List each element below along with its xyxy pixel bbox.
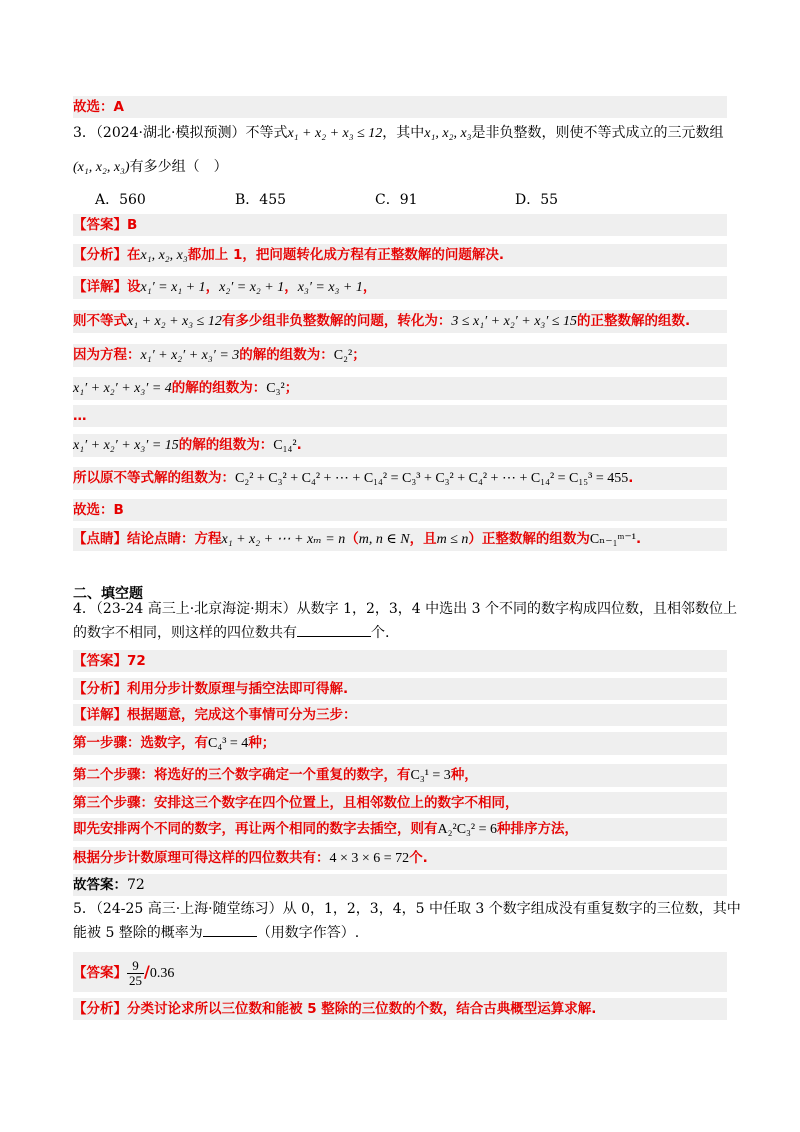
fraction-denominator: 25 bbox=[129, 972, 142, 988]
analysis-text: 分类讨论求所以三位数和能被 5 整除的三位数的个数，结合古典概型运算求解. bbox=[127, 1001, 597, 1017]
q4-step1 bbox=[73, 732, 727, 755]
q4-answer-blank[interactable] bbox=[297, 622, 371, 637]
remark-label: 【点睛】 bbox=[73, 531, 127, 547]
q4-step4 bbox=[73, 818, 727, 841]
detail-text: 则不等式 bbox=[73, 313, 127, 329]
q4-detail bbox=[73, 704, 727, 726]
q5-text: （用数字作答）. bbox=[256, 925, 360, 941]
q3-text: ，其中 bbox=[382, 125, 425, 141]
q4-analysis bbox=[73, 678, 727, 700]
answer-fraction bbox=[127, 959, 144, 988]
detail-math: 4 × 3 × 6 = 72 bbox=[329, 851, 410, 866]
q4-text: 个. bbox=[371, 625, 390, 641]
detail-text: 种； bbox=[248, 735, 276, 751]
detail-text: 根据题意，完成这个事情可分为三步： bbox=[127, 707, 357, 723]
detail-text: 的正整数解的组数. bbox=[577, 313, 691, 329]
analysis-label: 【分析】 bbox=[73, 681, 127, 697]
q3-detail-line1 bbox=[73, 276, 727, 299]
detail-text: 的解的组数为： bbox=[239, 347, 334, 363]
detail-text: 即先安排两个不同的数字，再让两个相同的数字去插空，则有 bbox=[73, 821, 438, 837]
answer-decimal: 0.36 bbox=[149, 966, 175, 981]
detail-text: 根据分步计数原理可得这样的四位数共有： bbox=[73, 850, 330, 866]
analysis-label: 【分析】 bbox=[73, 247, 127, 263]
detail-text: 个. bbox=[409, 850, 428, 866]
q3-tuple: (x₁, x₂, x₃) bbox=[73, 160, 130, 175]
remark-math: m ≤ n bbox=[436, 532, 469, 547]
detail-text: 故选：B bbox=[73, 502, 124, 518]
q3-vars: x₁, x₂, x₃ bbox=[424, 126, 472, 141]
q3-stem-line1 bbox=[73, 122, 727, 145]
option-a: A．560 bbox=[95, 192, 146, 208]
detail-label: 【详解】 bbox=[73, 707, 127, 723]
detail-math: x₁′ + x₂′ + x₃′ = 3 bbox=[140, 348, 240, 363]
detail-math: C₄³ = 4 bbox=[208, 736, 249, 751]
answer-label: 【答案】 bbox=[73, 965, 127, 981]
q5-answer bbox=[73, 952, 727, 992]
detail-text: 有多少组非负整数解的问题，转化为： bbox=[221, 313, 452, 329]
analysis-text: 在 bbox=[127, 247, 141, 263]
answer-value: 72 bbox=[127, 653, 146, 669]
detail-text: 设 bbox=[127, 279, 141, 295]
detail-math: C₂² + C₃² + C₄² + ⋯ + C₁₄² = C₃³ + C₃² + C₄² + ⋯ + C₁₄² = C₁₅³ = 455 bbox=[235, 471, 629, 486]
q3-detail-line6 bbox=[73, 467, 727, 490]
detail-text: 种排序方法， bbox=[497, 821, 578, 837]
answer-value: B bbox=[127, 217, 138, 233]
q3-detail-line3 bbox=[73, 344, 727, 367]
detail-text: . bbox=[628, 470, 634, 486]
q3-source: （2024·湖北·模拟预测） bbox=[95, 125, 246, 141]
q3-detail-line2 bbox=[73, 310, 727, 333]
conclusion-label: 故选： bbox=[73, 99, 114, 115]
detail-text: 第一步骤：选数字，有 bbox=[73, 735, 208, 751]
answer-label: 【答案】 bbox=[73, 217, 127, 233]
answer-separator: / bbox=[144, 962, 150, 981]
q3-inequality: x₁ + x₂ + x₃ ≤ 12 bbox=[287, 126, 383, 141]
q3-answer bbox=[73, 214, 727, 236]
q3-analysis bbox=[73, 244, 727, 267]
q3-options bbox=[95, 189, 749, 211]
detail-label: 【详解】 bbox=[73, 279, 127, 295]
detail-text: 的解的组数为： bbox=[178, 437, 274, 453]
q5-stem-line1 bbox=[73, 898, 741, 920]
analysis-text: 都加上 1，把问题转化成方程有正整数解的问题解决. bbox=[187, 247, 504, 263]
remark-math: Cₙ₋₁ᵐ⁻¹ bbox=[589, 532, 636, 547]
analysis-vars: x₁, x₂, x₃ bbox=[140, 248, 188, 263]
q3-detail-line5 bbox=[73, 434, 727, 457]
remark-text: （ bbox=[345, 531, 359, 547]
q5-text: 能被 5 整除的概率为 bbox=[73, 925, 203, 941]
detail-text: 因为方程： bbox=[73, 347, 141, 363]
q2-conclusion bbox=[73, 96, 727, 118]
analysis-label: 【分析】 bbox=[73, 1001, 127, 1017]
q4-text: 4．（23-24 高三上·北京海淀·期末）从数字 1，2，3，4 中选出 3 个不同的数字构成四位数，且相邻数位上 bbox=[73, 601, 737, 617]
q5-text: 5．（24-25 高三·上海·随堂练习）从 0，1，2，3，4，5 中任取 3 个数字组成没有重复数字的三位数，其中 bbox=[73, 901, 741, 917]
q3-detail-dots bbox=[73, 405, 727, 427]
q4-step2 bbox=[73, 764, 727, 787]
q3-stem-line2 bbox=[73, 156, 727, 179]
q3-remark bbox=[73, 528, 727, 551]
answer-label: 【答案】 bbox=[73, 653, 127, 669]
detail-text: ， bbox=[284, 279, 298, 295]
q5-stem-line2 bbox=[73, 922, 727, 944]
option-d: D．55 bbox=[515, 192, 559, 208]
detail-text: 第三个步骤：安排这三个数字在四个位置上，且相邻数位上的数字不相同， bbox=[73, 795, 519, 811]
detail-math: x₁′ + x₂′ + x₃′ = 15 bbox=[73, 438, 179, 453]
remark-math: x₁ + x₂ + ⋯ + xₘ = n bbox=[221, 532, 346, 547]
q4-final bbox=[73, 874, 727, 896]
detail-text: 的解的组数为： bbox=[171, 380, 267, 396]
detail-math: C₃¹ = 3 bbox=[410, 768, 451, 783]
q4-stem-line1 bbox=[73, 598, 737, 620]
q4-step3 bbox=[73, 792, 727, 814]
detail-math: x₁′ + x₂′ + x₃′ = 4 bbox=[73, 381, 172, 396]
detail-math: 3 ≤ x₁′ + x₂′ + x₃′ ≤ 15 bbox=[451, 314, 578, 329]
q5-answer-blank[interactable] bbox=[203, 922, 257, 937]
detail-math: C₂² bbox=[333, 348, 353, 363]
detail-math: C₃² bbox=[266, 381, 285, 396]
section-heading: 二、填空题 bbox=[73, 586, 143, 602]
q4-text: 的数字不相同，则这样的四位数共有 bbox=[73, 625, 297, 641]
substitution-2: x₂′ = x₂ + 1 bbox=[219, 280, 285, 295]
q3-text: 不等式 bbox=[245, 125, 288, 141]
option-c: C．91 bbox=[375, 192, 418, 208]
detail-text: 种， bbox=[450, 767, 478, 783]
detail-text: . bbox=[296, 437, 302, 453]
fraction-numerator: 9 bbox=[127, 959, 144, 974]
detail-math: C₁₄² bbox=[273, 438, 297, 453]
detail-text: ； bbox=[352, 347, 366, 363]
remark-text: ）正整数解的组数为 bbox=[468, 531, 590, 547]
q3-conclusion bbox=[73, 499, 727, 521]
detail-text: 所以原不等式解的组数为： bbox=[73, 470, 235, 486]
detail-math: x₁ + x₂ + x₃ ≤ 12 bbox=[127, 314, 222, 329]
detail-text: … bbox=[73, 408, 87, 424]
option-b: B．455 bbox=[235, 192, 287, 208]
final-value: 72 bbox=[127, 877, 145, 893]
q4-step5 bbox=[73, 847, 727, 870]
detail-text: 第二个步骤：将选好的三个数字确定一个重复的数字，有 bbox=[73, 767, 411, 783]
remark-text: 结论点睛：方程 bbox=[127, 531, 222, 547]
q3-detail-line4 bbox=[73, 377, 727, 400]
detail-math: A₂²C₃² = 6 bbox=[437, 822, 497, 837]
analysis-text: 利用分步计数原理与插空法即可得解. bbox=[127, 681, 349, 697]
substitution-3: x₃′ = x₃ + 1 bbox=[297, 280, 363, 295]
q4-stem-line2 bbox=[73, 622, 727, 644]
remark-text: . bbox=[635, 531, 642, 547]
q5-analysis bbox=[73, 998, 727, 1020]
q4-answer bbox=[73, 650, 727, 672]
q3-text: 有多少组（ ） bbox=[129, 159, 228, 175]
final-label: 故答案： bbox=[73, 877, 127, 893]
detail-text: ， bbox=[362, 279, 377, 295]
remark-text: ，且 bbox=[409, 531, 437, 547]
conclusion-value: A bbox=[113, 99, 124, 115]
detail-text: ， bbox=[205, 279, 220, 295]
q3-number: 3． bbox=[73, 125, 96, 141]
substitution-1: x₁′ = x₁ + 1 bbox=[140, 280, 206, 295]
remark-math: m, n ∈ N bbox=[358, 532, 410, 547]
q3-text: 是非负整数，则使不等式成立的三元数组 bbox=[471, 125, 724, 141]
detail-text: ； bbox=[284, 380, 299, 396]
